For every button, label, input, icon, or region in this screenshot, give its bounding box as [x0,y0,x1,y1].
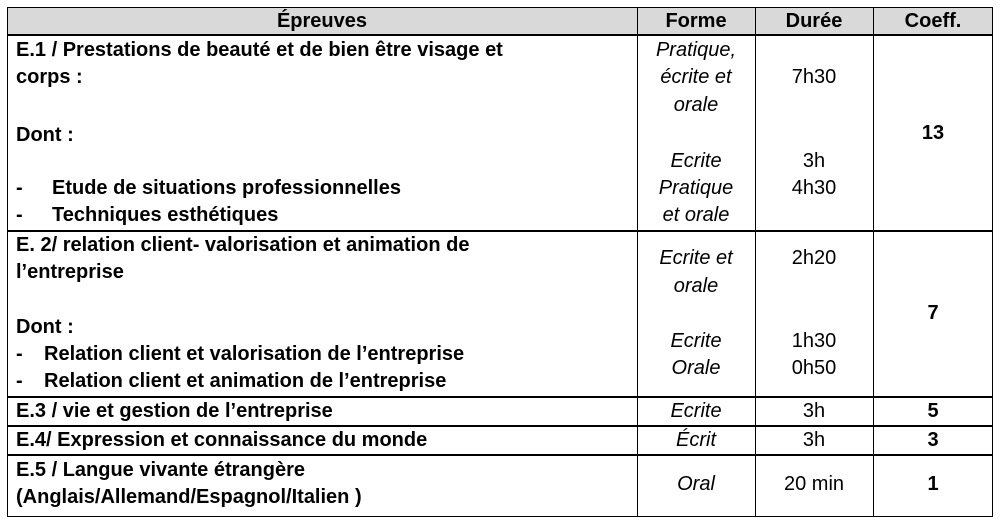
table-border-bottom [7,516,993,517]
e4-coeff: 3 [927,429,939,451]
e1-sub2: Techniques esthétiques [52,204,279,226]
e2-sub2-dash: - [16,370,23,392]
e3-coeff: 5 [927,400,939,422]
e1-coeff: 13 [921,122,945,144]
e3-duree: 3h [802,400,826,422]
e1-sub1: Etude de situations professionnelles [52,177,401,199]
e5-forme: Oral [677,473,715,495]
column-divider [755,7,756,517]
e2-dont: Dont : [16,316,74,338]
e1-duree-sub2: 4h30 [791,177,837,199]
header-divider [7,34,993,36]
e2-sub1-dash: - [16,343,23,365]
row-divider [7,454,993,456]
header-epreuves: Épreuves [276,10,368,32]
e3-forme: Ecrite [670,400,722,422]
column-divider [637,7,638,517]
e1-forme-line3: orale [673,94,719,116]
e2-forme-sub2: Orale [671,357,721,379]
e5-title-line2: (Anglais/Allemand/Espagnol/Italien ) [16,486,362,508]
header-coeff: Coeff. [904,10,962,32]
e2-forme-line1: Ecrite et [659,247,733,269]
e1-sub2-dash: - [16,204,23,226]
e2-sub2: Relation client et animation de l’entreprise [44,370,447,392]
e2-duree-main: 2h20 [791,247,837,269]
e3-title: E.3 / vie et gestion de l’entreprise [16,400,333,422]
e5-duree: 20 min [783,473,845,495]
e1-forme-sub2-line2: et orale [662,204,730,226]
e1-forme-sub1: Ecrite [670,150,722,172]
header-forme: Forme [665,10,727,32]
e2-title-line2: l’entreprise [16,261,124,283]
e5-title-line1: E.5 / Langue vivante étrangère [16,459,305,481]
e2-coeff: 7 [927,302,939,324]
e1-forme-sub2-line1: Pratique [658,177,734,199]
e5-coeff: 1 [927,473,939,495]
e2-duree-sub2: 0h50 [791,357,837,379]
header-row-background [8,8,992,34]
e1-sub1-dash: - [16,177,23,199]
e2-title-line1: E. 2/ relation client- valorisation et animation de [16,234,470,256]
e1-dont: Dont : [16,124,74,146]
e4-title: E.4/ Expression et connaissance du monde [16,429,428,451]
e1-forme-line2: écrite et [660,66,732,88]
e2-duree-sub1: 1h30 [791,330,837,352]
table-border-right [992,7,993,517]
header-duree: Durée [785,10,843,32]
e1-duree-sub1: 3h [802,150,826,172]
table-border-left [7,7,8,517]
e4-forme: Écrit [676,429,716,451]
e1-forme-line1: Pratique, [655,39,737,61]
e2-forme-line2: orale [673,275,719,297]
e1-title-line1: E.1 / Prestations de beauté et de bien être visage et [16,39,503,61]
e2-forme-sub1: Ecrite [670,330,722,352]
e2-sub1: Relation client et valorisation de l’entreprise [44,343,465,365]
e1-title-line2: corps : [16,66,83,88]
e1-duree-main: 7h30 [791,66,837,88]
table-border-top [7,7,993,8]
e4-duree: 3h [802,429,826,451]
column-divider [873,7,874,517]
